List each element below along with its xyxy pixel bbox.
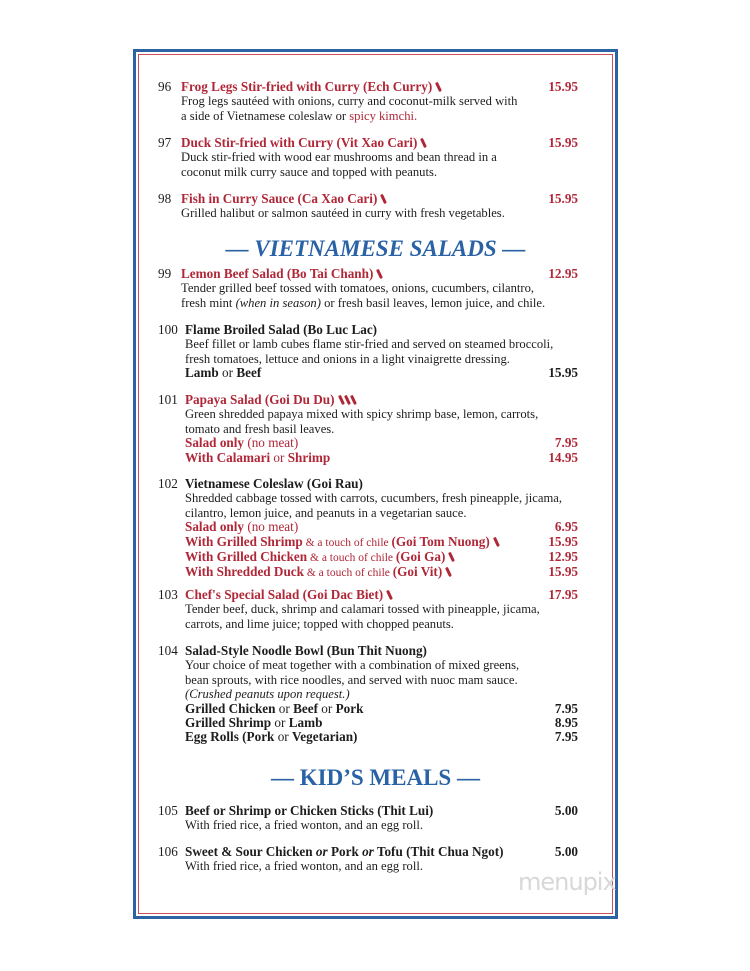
item-description (158, 602, 578, 631)
menu-item-103 (158, 588, 578, 631)
desc-line: tomato and fresh basil leaves. (185, 421, 335, 436)
price-option (185, 451, 578, 465)
option-text: or (271, 715, 289, 731)
option-price: 15.95 (548, 533, 578, 549)
option-price: 12.95 (548, 549, 578, 565)
item-description (158, 407, 578, 465)
chili-pepper-icon (420, 138, 427, 148)
option-text: Vegetarian) (291, 729, 358, 745)
option-text: (no meat) (244, 519, 299, 535)
option-price: 15.95 (548, 564, 578, 580)
item-price: 5.00 (554, 844, 578, 859)
item-name: Tofu (Thit Chua Ngot) (373, 844, 504, 859)
option-price: 8.95 (554, 715, 578, 731)
desc-line (181, 296, 578, 310)
chili-pepper-icon (376, 269, 383, 279)
desc-line: bean sprouts, with rice noodles, and served with nuoc mam sauce. (185, 672, 518, 687)
price-option (185, 520, 578, 534)
menu-item-105 (158, 804, 578, 833)
option-text: With Grilled Shrimp (185, 533, 303, 549)
item-name: Fish in Curry Sauce (Ca Xao Cari) (181, 191, 378, 206)
option-price: 7.95 (554, 435, 578, 451)
desc-line: fresh tomatoes, lettuce and onions in a light vinaigrette dressing. (185, 351, 510, 366)
desc-highlight: spicy kimchi. (349, 108, 418, 123)
option-price: 6.95 (554, 519, 578, 535)
item-number: 106 (158, 844, 178, 859)
item-price: 15.95 (548, 135, 578, 150)
option-text: With Calamari (185, 449, 271, 465)
chili-pepper-icon (380, 194, 387, 204)
item-name: or (362, 844, 374, 859)
item-name: or (315, 844, 328, 859)
item-description (158, 818, 578, 832)
desc-line: Duck stir-fried with wood ear mushrooms and bean thread in a (181, 150, 497, 165)
desc-line: cilantro, lemon juice, and peanuts in a vegetarian sauce. (185, 505, 467, 520)
item-number: 97 (158, 135, 172, 150)
menu-item-102 (158, 477, 578, 581)
item-name: Chef's Special Salad (Goi Dac Biet) (185, 587, 384, 602)
desc-text: a side of Vietnamese coleslaw or (181, 108, 350, 123)
item-price: 17.95 (548, 587, 578, 602)
chili-pepper-icon (386, 590, 393, 600)
menu-item-100 (158, 323, 578, 381)
item-number: 104 (158, 643, 178, 658)
section-heading-vietnamese-salads: — VIETNAMESE SALADS — (225, 236, 526, 261)
option-price: 7.95 (554, 729, 578, 745)
option-text: (Goi Vit) (392, 564, 443, 580)
item-description (158, 94, 578, 123)
option-text: Pork (335, 700, 364, 716)
item-description (158, 281, 578, 310)
price-option (185, 730, 578, 744)
option-text: Salad only (185, 519, 245, 535)
item-description (158, 206, 578, 220)
option-text: With Shredded Duck (185, 564, 304, 580)
item-description (158, 150, 578, 179)
section-heading-kids-meals: — KID’S MEALS — (271, 765, 480, 790)
desc-line: Frog legs sautéed with onions, curry and coconut-milk served with (181, 94, 518, 109)
item-number: 101 (158, 392, 178, 407)
desc-line: Tender grilled beef tossed with tomatoes, onions, cucumbers, cilantro, (181, 281, 535, 296)
menu-item-101 (158, 393, 578, 465)
desc-line: Grilled halibut or salmon sautéed in curry with fresh vegetables. (181, 206, 505, 221)
option-text: Beef (236, 365, 262, 381)
watermark: menupix (518, 868, 616, 896)
desc-italic: (when in season) (235, 295, 321, 310)
item-number: 102 (158, 476, 178, 491)
item-number: 103 (158, 587, 178, 602)
desc-line (181, 109, 578, 123)
item-number: 105 (158, 803, 178, 818)
desc-line: With fried rice, a fried wonton, and an egg roll. (185, 818, 423, 833)
desc-line: carrots, and lime juice; topped with chopped peanuts. (185, 616, 454, 631)
option-text: Lamb (185, 365, 219, 381)
option-price: 7.95 (554, 700, 578, 716)
option-text: Salad only (185, 435, 245, 451)
desc-line: Beef fillet or lamb cubes flame stir-fried and served on steamed broccoli, (185, 337, 554, 352)
menu-item-98 (158, 192, 578, 221)
option-text: or (274, 729, 292, 745)
option-text: & a touch of chile (307, 552, 396, 565)
price-option (185, 716, 578, 730)
item-number: 99 (158, 266, 172, 281)
item-number: 98 (158, 191, 172, 206)
item-number: 96 (158, 79, 172, 94)
chili-pepper-icon (435, 82, 442, 92)
option-text: (Goi Ga) (395, 549, 446, 565)
item-name: Frog Legs Stir-fried with Curry (Ech Curry) (181, 79, 433, 94)
item-name: Lemon Beef Salad (Bo Tai Chanh) (181, 266, 374, 281)
menu-item-99 (158, 267, 578, 310)
option-text: Grilled Shrimp (185, 715, 272, 731)
menu-item-104 (158, 644, 578, 745)
item-name: Papaya Salad (Goi Du Du) (185, 392, 335, 407)
menu-item-97 (158, 136, 578, 179)
option-text: or (317, 700, 336, 716)
option-text: Shrimp (287, 449, 331, 465)
price-option (185, 702, 578, 716)
option-text: or (218, 365, 237, 381)
price-option (185, 550, 578, 565)
desc-line: Tender beef, duck, shrimp and calamari tossed with pineapple, jicama, (185, 602, 540, 617)
desc-line: Green shredded papaya mixed with spicy shrimp base, lemon, carrots, (185, 407, 539, 422)
option-text: or (275, 700, 294, 716)
item-number: 100 (158, 322, 178, 337)
item-name: Flame Broiled Salad (Bo Luc Lac) (185, 322, 378, 337)
item-name: Beef or Shrimp or Chicken Sticks (Thit Lui) (185, 803, 434, 818)
item-name: Vietnamese Coleslaw (Goi Rau) (185, 476, 363, 491)
option-text: With Grilled Chicken (185, 549, 308, 565)
item-name: Sweet & Sour Chicken (185, 844, 316, 859)
option-text: Lamb (288, 715, 323, 731)
chili-pepper-icon (445, 567, 452, 577)
desc-note: (Crushed peanuts upon request.) (185, 687, 350, 702)
item-price: 15.95 (548, 79, 578, 94)
chili-pepper-icon (493, 536, 500, 546)
option-text: Grilled Chicken (185, 700, 276, 716)
chili-pepper-icon (448, 552, 455, 562)
price-option (185, 535, 578, 550)
price-option (185, 366, 578, 380)
option-price: 14.95 (548, 449, 578, 465)
option-text: & a touch of chile (302, 536, 392, 549)
menu-item-106 (158, 845, 578, 874)
option-text: (Goi Tom Nuong) (391, 533, 490, 549)
desc-line: Shredded cabbage tossed with carrots, cucumbers, fresh pineapple, jicama, (185, 491, 562, 506)
desc-line: Your choice of meat together with a combination of mixed greens, (185, 658, 520, 673)
item-price: 12.95 (548, 266, 578, 281)
option-text: Beef (293, 700, 318, 716)
desc-text: or fresh basil leaves, lemon juice, and chile. (320, 295, 546, 310)
item-price: 15.95 (548, 191, 578, 206)
desc-line: coconut milk curry sauce and topped with peanuts. (181, 164, 438, 179)
item-description (158, 337, 578, 380)
desc-line: With fried rice, a fried wonton, and an egg roll. (185, 859, 423, 874)
option-text: or (270, 449, 288, 465)
option-price: 15.95 (548, 365, 578, 381)
item-name: Pork (327, 844, 363, 859)
item-description (158, 658, 578, 744)
item-description (158, 491, 578, 580)
item-description (158, 859, 578, 873)
menu-item-96 (158, 80, 578, 123)
price-option (185, 565, 578, 580)
option-text: (no meat) (244, 435, 299, 451)
item-price: 5.00 (554, 803, 578, 818)
option-text: Egg Rolls (Pork (185, 729, 275, 745)
item-name: Salad-Style Noodle Bowl (Bun Thit Nuong) (185, 643, 427, 658)
desc-text: fresh mint (181, 295, 236, 310)
price-option (185, 436, 578, 450)
item-name: Duck Stir-fried with Curry (Vit Xao Cari) (181, 135, 418, 150)
option-text: & a touch of chile (303, 567, 393, 580)
